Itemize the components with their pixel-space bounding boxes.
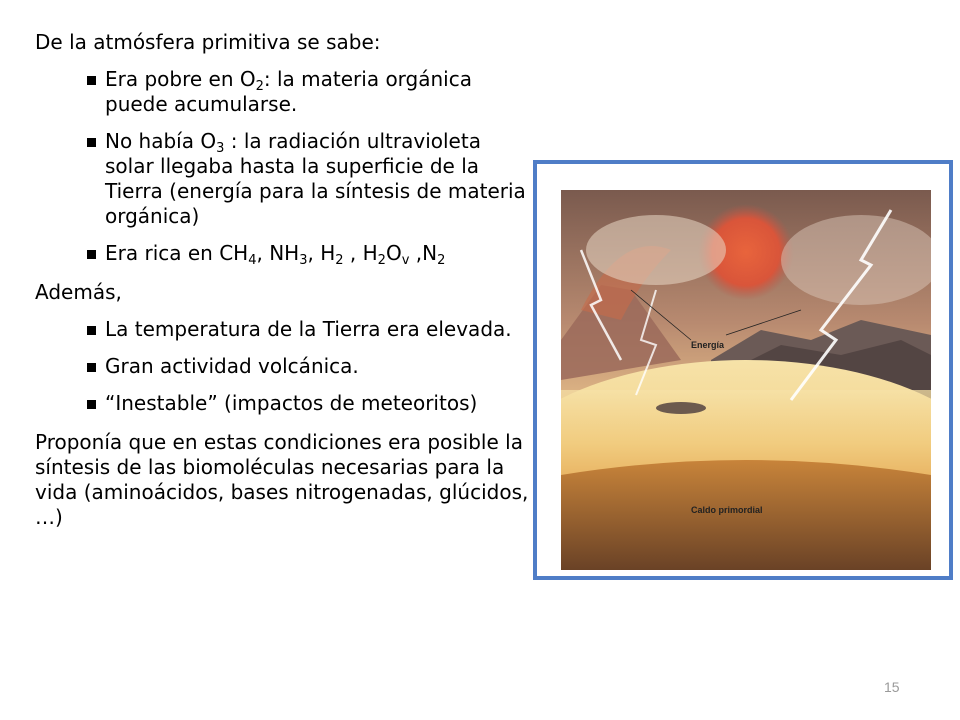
bullet-volcanic: Gran actividad volcánica.	[35, 354, 535, 379]
intro-text: De la atmósfera primitiva se sabe:	[35, 30, 381, 54]
page-number: 15	[884, 679, 900, 695]
illustration-frame	[533, 160, 953, 580]
bullet-unstable: “Inestable” (impactos de meteoritos)	[35, 391, 535, 416]
bullet-square-icon	[87, 400, 96, 409]
label-energy: Energía	[691, 340, 725, 350]
conclusion-text: Proponía que en estas condiciones era posible la síntesis de las biomoléculas necesarias para la vida (aminoácidos, bases nitrogenadas, glúcidos, …)	[35, 430, 529, 529]
primitive-earth-drawing	[561, 190, 931, 570]
bullet-gases: Era rica en $CH_4$, $NH_3$, $H_2$ , $H_2O_v$ $,N_2$	[35, 241, 535, 266]
label-primordial-broth: Caldo primordial	[691, 505, 763, 515]
primitive-earth-illustration	[561, 190, 931, 570]
bullet-square-icon	[87, 76, 96, 85]
section-heading: Además,	[35, 280, 122, 304]
slide-body	[35, 30, 535, 530]
bullet-low-oxygen: Era pobre en $O_2$: la materia orgánica puede acumularse.	[35, 67, 535, 117]
bullet-no-ozone: No había $O_3$ : la radiación ultravioleta solar llegaba hasta la superficie de la Tierra (energía para la síntesis de materia orgánica)	[35, 129, 535, 229]
bullet-square-icon	[87, 363, 96, 372]
bullet-temperature: La temperatura de la Tierra era elevada.	[35, 317, 535, 342]
bullet-square-icon	[87, 138, 96, 147]
bullet-square-icon	[87, 250, 96, 259]
bullet-square-icon	[87, 326, 96, 335]
